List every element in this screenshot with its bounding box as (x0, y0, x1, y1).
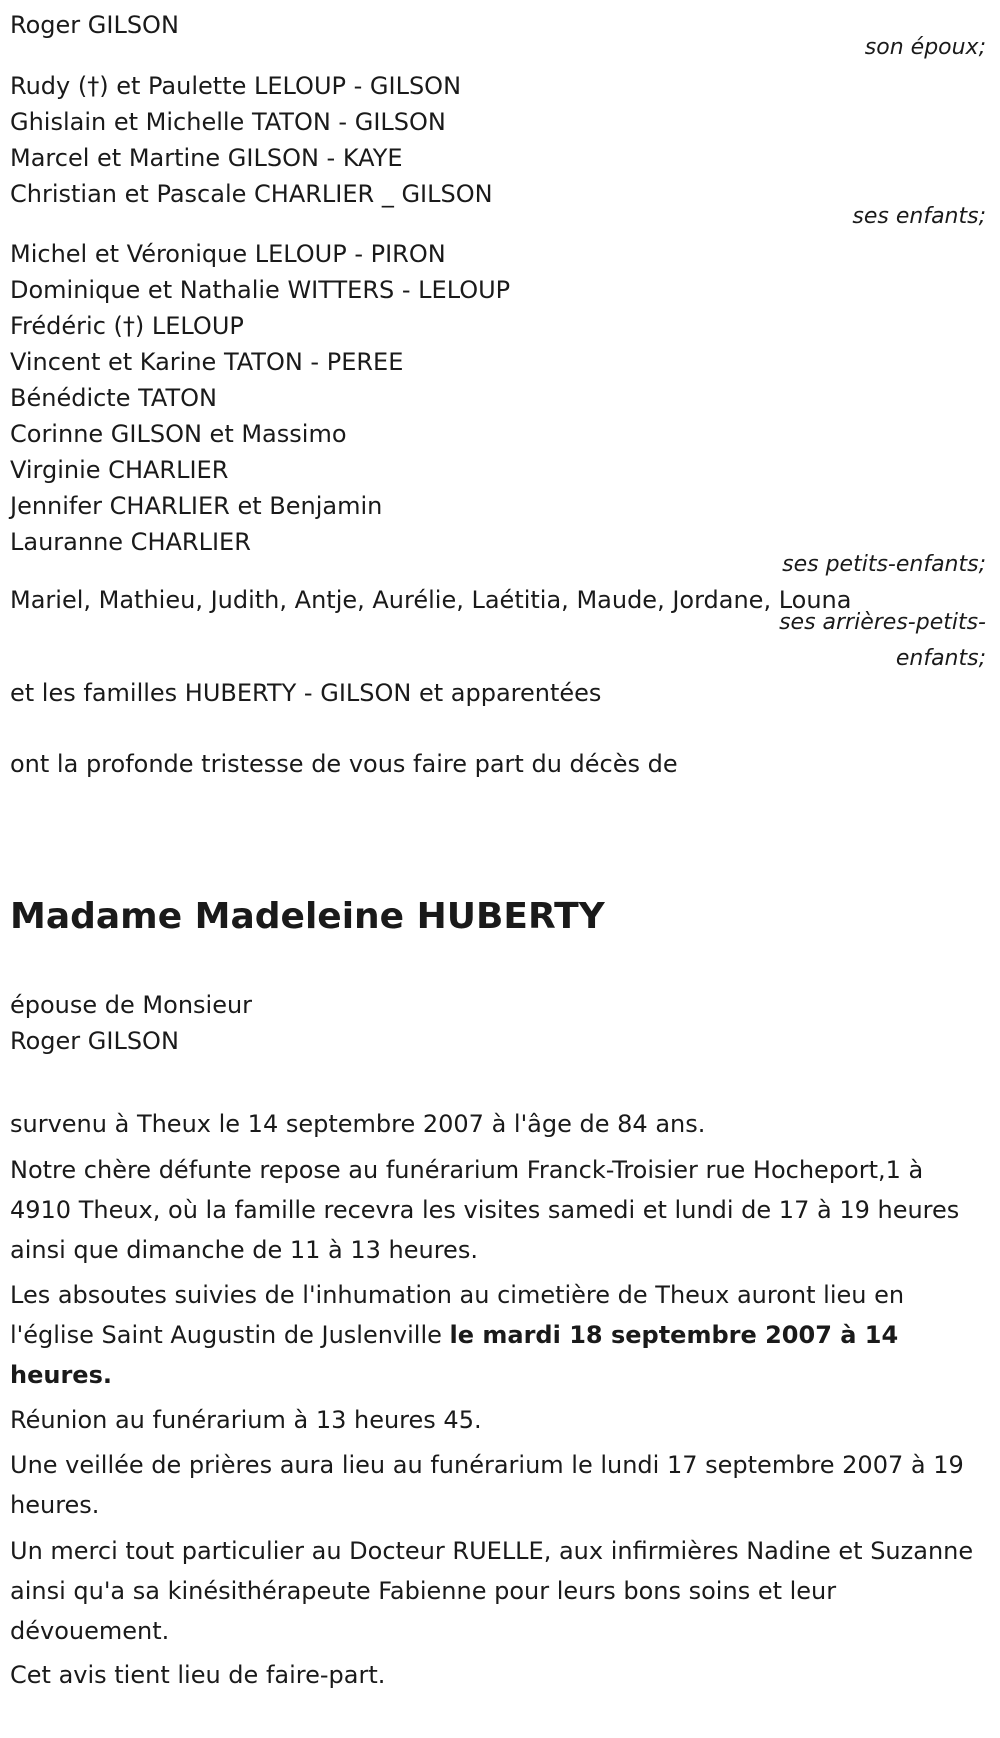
grandchild-name: Lauranne CHARLIER (10, 528, 251, 556)
spouse-name: Roger GILSON (10, 11, 179, 39)
great-grandchildren-role-line2: enfants; (895, 646, 986, 671)
notice-details: Cet avis tient lieu de faire-part. (10, 1661, 386, 1689)
grandchild-name: Corinne GILSON et Massimo (10, 420, 347, 448)
children-role: ses enfants; (852, 204, 986, 229)
child-name: Ghislain et Michelle TATON - GILSON (10, 108, 446, 136)
grandchildren-role: ses petits-enfants; (782, 552, 986, 577)
ceremony-details (10, 1275, 985, 1395)
deceased-name: Madame Madeleine HUBERTY (10, 896, 605, 937)
grandchild-name: Bénédicte TATON (10, 384, 217, 412)
child-name: Rudy (†) et Paulette LELOUP - GILSON (10, 72, 462, 100)
families-line: et les familles HUBERTY - GILSON et apparentées (10, 679, 602, 707)
thanks-details: Un merci tout particulier au Docteur RUELLE, aux infirmières Nadine et Suzanne ainsi qu'a sa kinésithérapeute Fabienne pour leurs bons soins et leur dévouement. (10, 1537, 974, 1645)
great-grandchildren-role-line1: ses arrières-petits- (779, 610, 986, 635)
ceremony-text: Les absoutes suivies de l'inhumation au cimetière de Theux auront lieu en l'église Saint Augustin de Juslenville (10, 1281, 905, 1349)
grandchild-name: Vincent et Karine TATON - PEREE (10, 348, 404, 376)
child-name: Marcel et Martine GILSON - KAYE (10, 144, 403, 172)
child-name: Christian et Pascale CHARLIER _ GILSON (10, 180, 493, 208)
deceased-spouse-line2: Roger GILSON (10, 1027, 179, 1055)
great-grandchildren-names: Mariel, Mathieu, Judith, Antje, Aurélie, Laétitia, Maude, Jordane, Louna (10, 586, 852, 614)
ceremony-date: le mardi 18 septembre 2007 à 14 heures. (10, 1321, 899, 1389)
grandchild-name: Jennifer CHARLIER et Benjamin (10, 492, 383, 520)
meeting-details: Réunion au funérarium à 13 heures 45. (10, 1406, 482, 1434)
spouse-role: son époux; (864, 35, 986, 60)
announcement-line: ont la profonde tristesse de vous faire part du décès de (10, 750, 678, 778)
vigil-details: Une veillée de prières aura lieu au funérarium le lundi 17 septembre 2007 à 19 heures. (10, 1451, 964, 1519)
grandchild-name: Dominique et Nathalie WITTERS - LELOUP (10, 276, 511, 304)
death-details: survenu à Theux le 14 septembre 2007 à l'âge de 84 ans. (10, 1110, 706, 1138)
grandchild-name: Michel et Véronique LELOUP - PIRON (10, 240, 446, 268)
grandchild-name: Virginie CHARLIER (10, 456, 229, 484)
rest-details: Notre chère défunte repose au funérarium Franck-Troisier rue Hocheport,1 à 4910 Theux, où la famille recevra les visites samedi et lundi de 17 à 19 heures ainsi que dimanche de 11 à 13 heures. (10, 1156, 960, 1264)
grandchild-name: Frédéric (†) LELOUP (10, 312, 244, 340)
deceased-spouse-line1: épouse de Monsieur (10, 991, 253, 1019)
